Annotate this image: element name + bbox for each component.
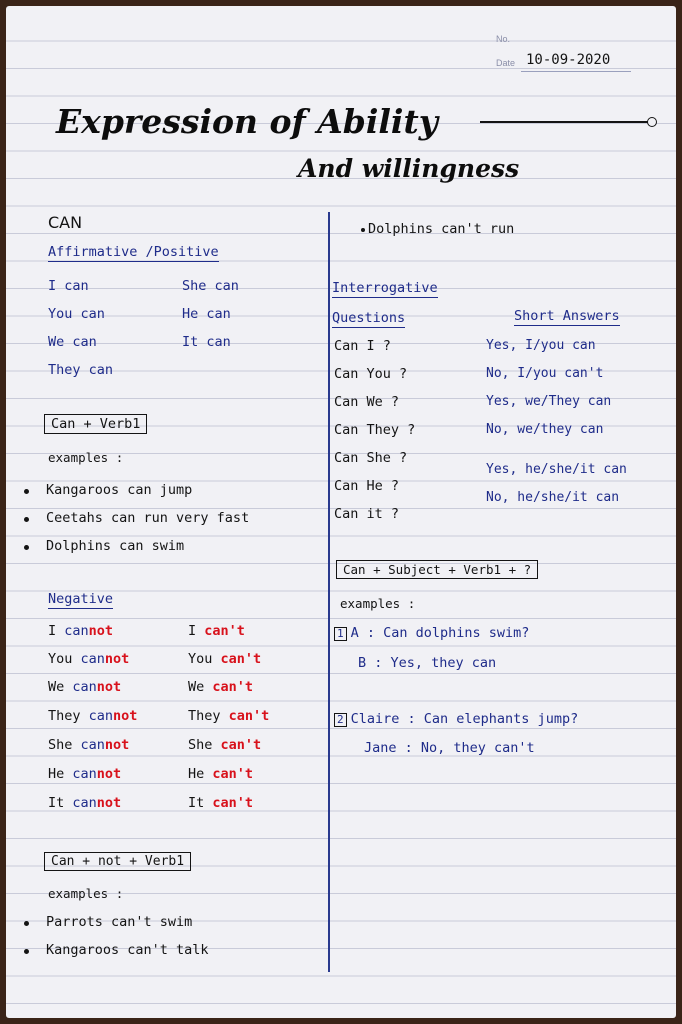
negative-short-form: They can't (188, 708, 270, 724)
dialog-1-line-b: B : Yes, they can (358, 655, 497, 671)
dialog-2-line-a: 2 Claire : Can elephants jump? (334, 711, 578, 727)
short-answer-item: No, I/you can't (486, 366, 604, 381)
short-answer-item: No, we/they can (486, 422, 604, 437)
questions-heading: Questions (332, 310, 406, 326)
affirmative-item: She can (182, 278, 239, 294)
date-label: Date (496, 58, 516, 68)
affirmative-item: You can (48, 306, 105, 322)
negative-full-form: She cannot (48, 737, 130, 753)
examples-label: examples : (48, 450, 124, 465)
question-item: Can We ? (334, 394, 400, 410)
formula-can-not-verb: Can + not + Verb1 (44, 852, 191, 871)
short-answers-heading: Short Answers (514, 308, 620, 324)
affirmative-item: He can (182, 306, 231, 322)
short-answer-item: Yes, I/you can (486, 338, 596, 353)
negative-full-form: He cannot (48, 766, 122, 782)
affirmative-item: We can (48, 334, 97, 350)
negative-short-form: I can't (188, 623, 245, 639)
notebook-page (6, 6, 676, 1018)
examples-label: examples : (340, 596, 416, 611)
bullet (361, 228, 365, 232)
formula-can-verb: Can + Verb1 (44, 414, 147, 434)
example-item: Dolphins can swim (46, 538, 185, 554)
negative-full-form: We cannot (48, 679, 122, 695)
bullet (24, 489, 29, 494)
example-item: Parrots can't swim (46, 914, 193, 930)
bullet (24, 949, 29, 954)
question-item: Can it ? (334, 506, 400, 522)
bullet (24, 545, 29, 550)
example-item: Kangaroos can jump (46, 482, 193, 498)
dialog-2-line-b: Jane : No, they can't (364, 740, 535, 756)
short-answer-item: No, he/she/it can (486, 490, 620, 505)
example-item: Ceetahs can run very fast (46, 510, 250, 526)
affirmative-item: They can (48, 362, 114, 378)
bullet (24, 517, 29, 522)
negative-full-form: You cannot (48, 651, 130, 667)
examples-label: examples : (48, 886, 124, 901)
can-heading: CAN (48, 213, 83, 232)
page-title: Expression of Ability (56, 102, 438, 141)
dialog-number: 1 (334, 627, 347, 641)
question-item: Can She ? (334, 450, 408, 466)
no-label: No. (496, 34, 511, 44)
example-item: Kangaroos can't talk (46, 942, 209, 958)
affirmative-heading: Affirmative /Positive (48, 244, 219, 260)
negative-full-form: It cannot (48, 795, 122, 811)
short-answer-item: Yes, he/she/it can (486, 462, 627, 477)
negative-short-form: He can't (188, 766, 254, 782)
question-item: Can They ? (334, 422, 416, 438)
title-rule (480, 121, 650, 123)
page-subtitle: And willingness (298, 154, 520, 183)
question-item: Can I ? (334, 338, 391, 354)
negative-short-form: It can't (188, 795, 254, 811)
affirmative-item: I can (48, 278, 89, 294)
bullet (24, 921, 29, 926)
formula-question: Can + Subject + Verb1 + ? (336, 560, 538, 579)
short-answer-item: Yes, we/They can (486, 394, 612, 409)
negative-full-form: I cannot (48, 623, 114, 639)
question-item: Can He ? (334, 478, 400, 494)
date-value: 10-09-2020 (526, 52, 611, 68)
affirmative-item: It can (182, 334, 231, 350)
interrogative-heading: Interrogative (332, 280, 438, 296)
question-item: Can You ? (334, 366, 408, 382)
date-underline (521, 71, 631, 72)
negative-short-form: We can't (188, 679, 254, 695)
dialog-1-line-a: 1 A : Can dolphins swim? (334, 625, 529, 641)
negative-full-form: They cannot (48, 708, 138, 724)
negative-short-form: You can't (188, 651, 262, 667)
dialog-number: 2 (334, 713, 347, 727)
negative-short-form: She can't (188, 737, 262, 753)
column-divider (328, 212, 330, 972)
negative-heading: Negative (48, 591, 114, 607)
title-rule-end (647, 117, 657, 127)
top-example: Dolphins can't run (368, 221, 515, 237)
